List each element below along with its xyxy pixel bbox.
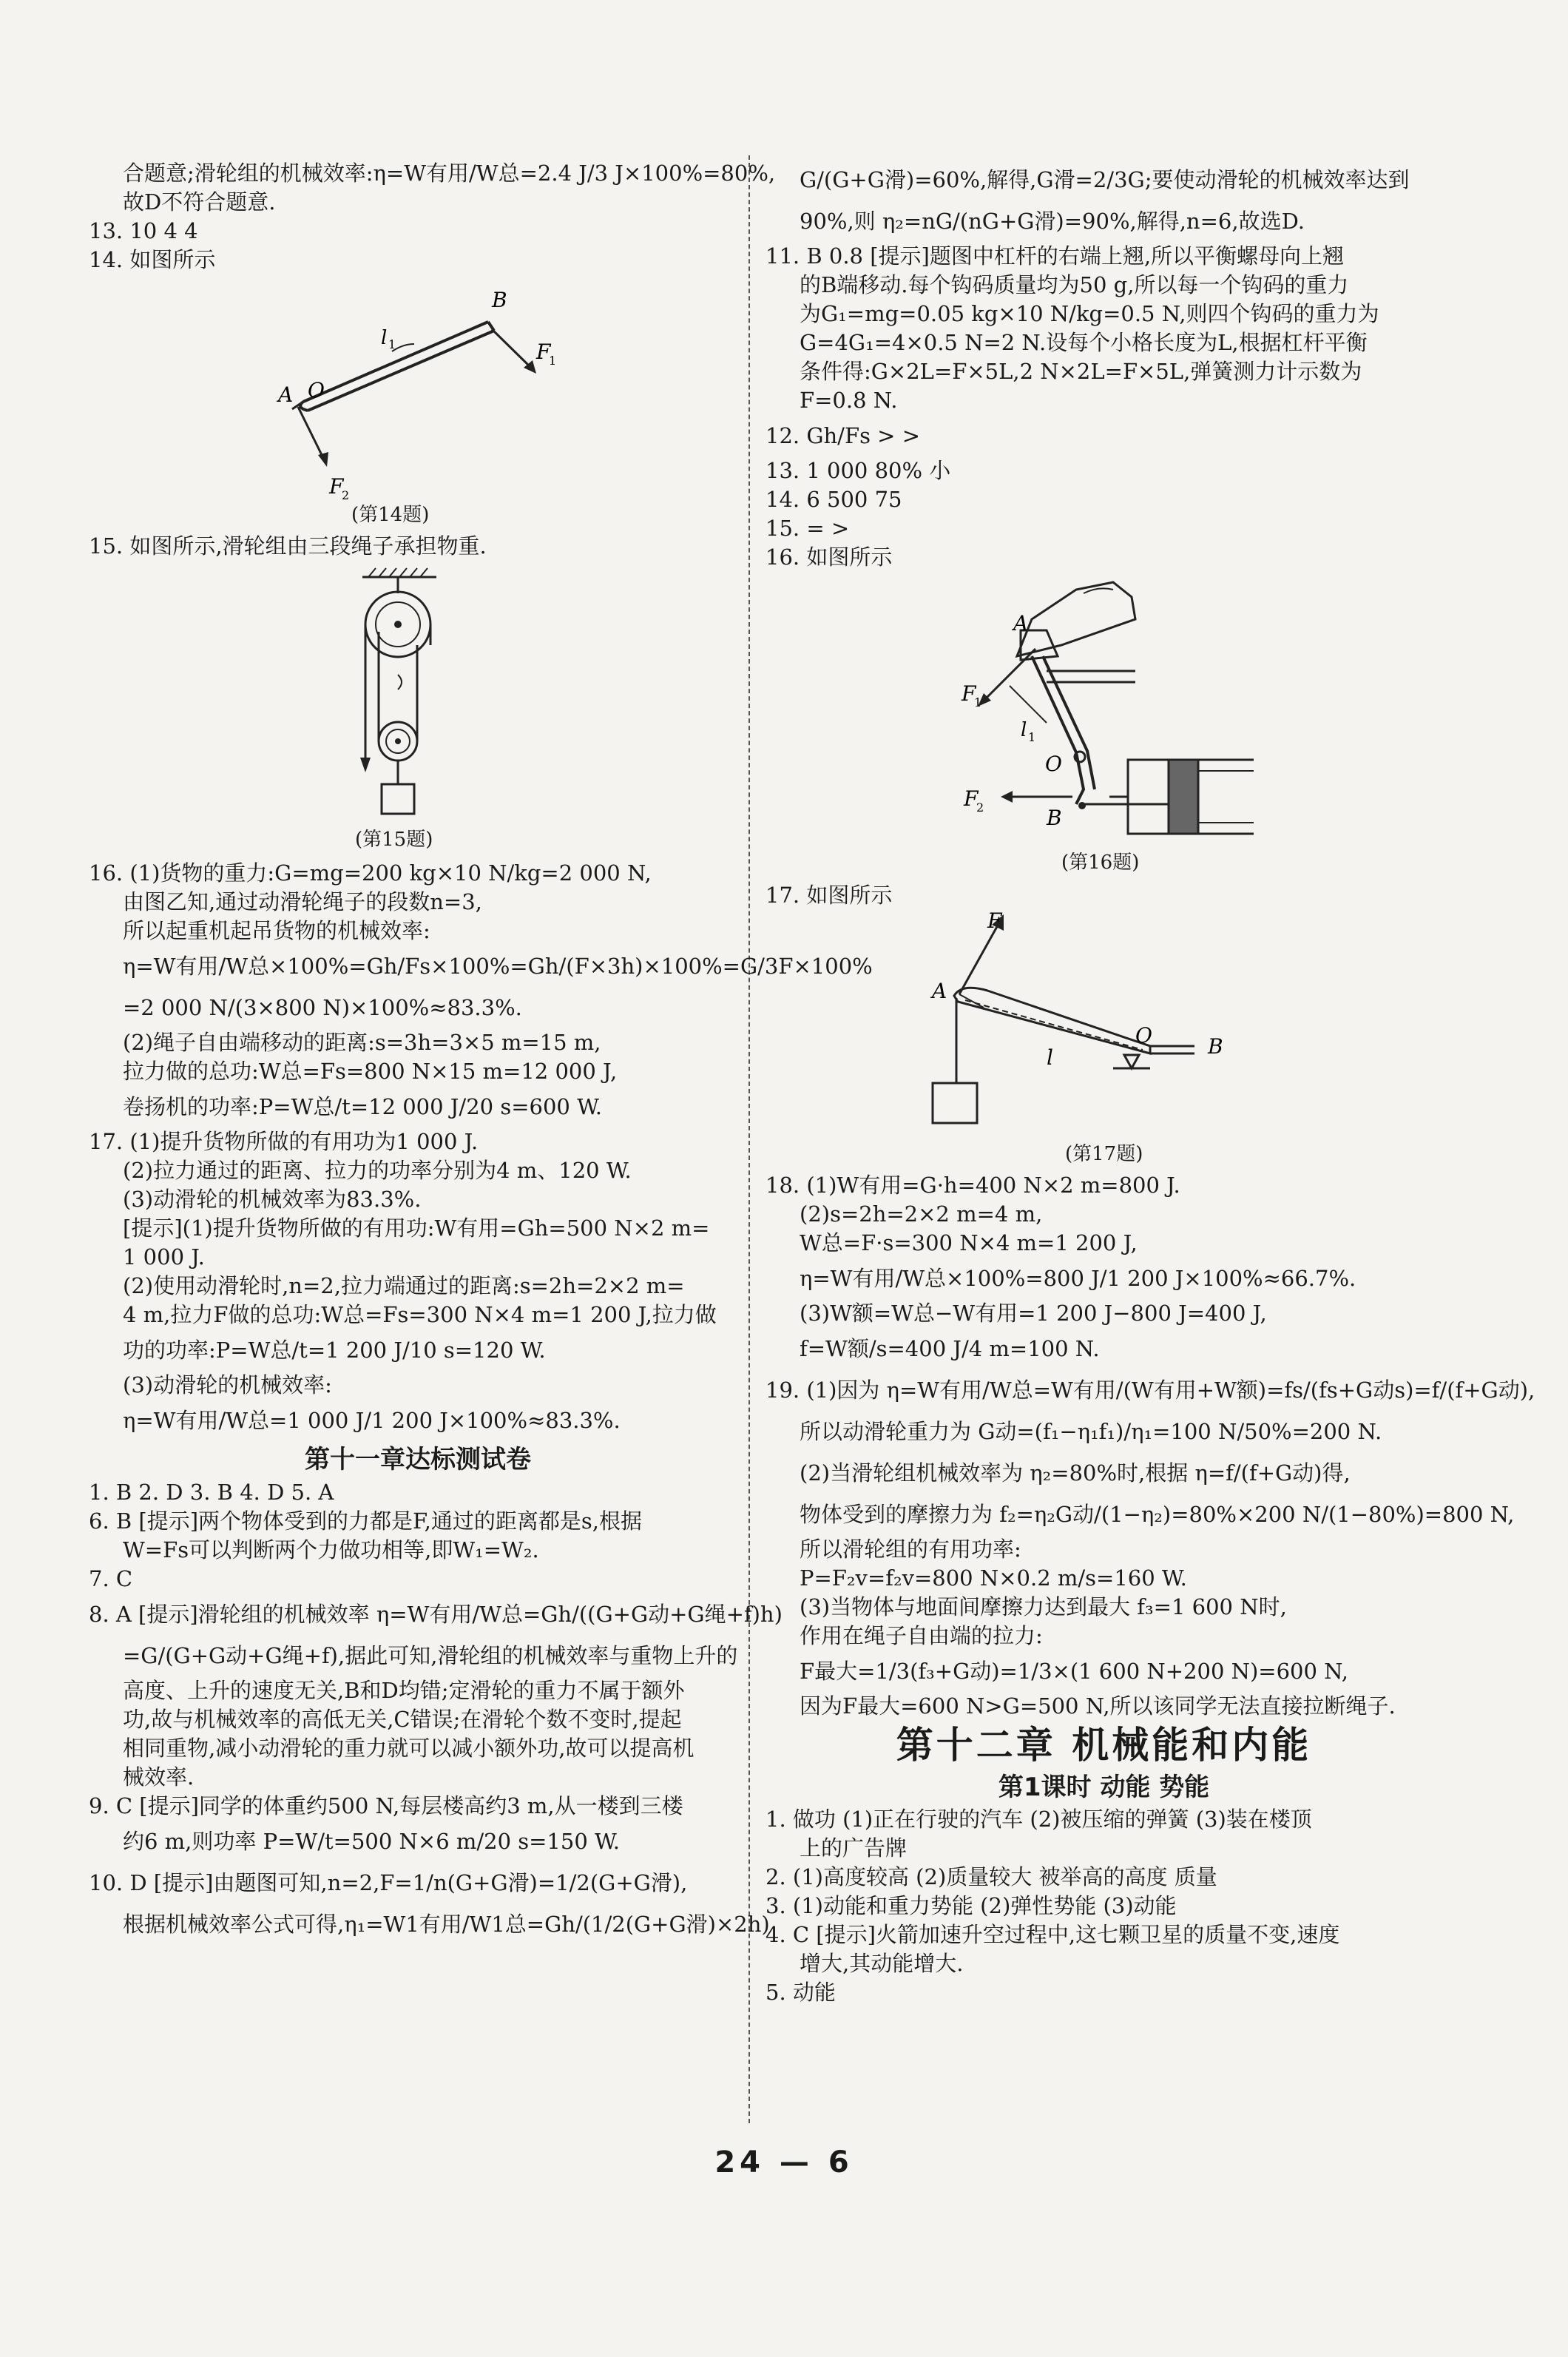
- answer-14: 14. 6 500 75: [766, 487, 902, 512]
- weight-block: [933, 1083, 977, 1123]
- answer-18-line: η=W有用/W总×100%=800 J/1 200 J×100%≈66.7%.: [800, 1266, 1356, 1291]
- answer-11-line: G=4G₁=4×0.5 N=2 N.设每个小格长度为L,根据杠杆平衡: [800, 330, 1368, 355]
- label-o: O: [1135, 1023, 1152, 1048]
- page-number: 24 — 6: [714, 2145, 854, 2179]
- force-f2-arrow: [298, 407, 324, 459]
- answer-10-cont: 90%,则 η₂=nG/(nG+G滑)=90%,解得,n=6,故选D.: [800, 209, 1305, 234]
- test-line: =G/(G+G动+G绳+f),据此可知,滑轮组的机械效率与重物上升的: [123, 1643, 738, 1668]
- answer-19-line: F最大=1/3(f₃+G动)=1/3×(1 600 N+200 N)=600 N,: [800, 1659, 1348, 1684]
- answer-13: 13. 10 4 4: [89, 218, 198, 243]
- answer-17-line: η=W有用/W总=1 000 J/1 200 J×100%≈83.3%.: [123, 1408, 621, 1433]
- label-b: B: [1047, 806, 1062, 830]
- answer-15: 15. = >: [766, 516, 850, 541]
- figure-16-caption: (第16题): [1061, 852, 1140, 874]
- test-line: 10. D [提示]由题图可知,n=2,F=1/n(G+G滑)=1/2(G+G滑),: [89, 1870, 688, 1895]
- answer-17-line: 功的功率:P=W总/t=1 200 J/10 s=120 W.: [123, 1338, 546, 1363]
- label-f1: F: [962, 681, 976, 706]
- answer-19-line: P=F₂v=f₂v=800 N×0.2 m/s=160 W.: [800, 1565, 1187, 1591]
- force-f1-arrow: [984, 649, 1035, 701]
- answer-11-line: 为G₁=mg=0.05 kg×10 N/kg=0.5 N,则四个钩码的重力为: [800, 301, 1379, 326]
- label-l1-sub: 1: [388, 337, 396, 351]
- answer-11-line: F=0.8 N.: [800, 388, 898, 413]
- answer-17-line: (2)拉力通过的距离、拉力的功率分别为4 m、120 W.: [123, 1158, 632, 1183]
- label-b: B: [1208, 1034, 1223, 1059]
- answer-17-line: 4 m,拉力F做的总功:W总=Fs=300 N×4 m=1 200 J,拉力做: [123, 1302, 717, 1327]
- lesson-line: 增大,其动能增大.: [800, 1951, 964, 1976]
- label-f1-sub: 1: [549, 354, 557, 368]
- label-f2: F: [329, 474, 344, 499]
- answer-18-line: W总=F·s=300 N×4 m=1 200 J,: [800, 1230, 1138, 1255]
- answer-11-line: 的B端移动.每个钩码质量均为50 g,所以每一个钩码的重力: [800, 272, 1349, 297]
- chapter-title: 第十二章 机械能和内能: [896, 1724, 1312, 1767]
- lever-diagram-17: [766, 908, 1442, 1139]
- answer-11-line: 条件得:G×2L=F×5L,2 N×2L=F×5L,弹簧测力计示数为: [800, 359, 1362, 384]
- answer-17: 17. 如图所示: [766, 883, 893, 908]
- test-line: 械效率.: [123, 1764, 195, 1790]
- force-f-arrow: [959, 924, 998, 994]
- label-f2: F: [964, 786, 979, 811]
- figure-17: [766, 908, 1442, 1168]
- answer-17-line: 1 000 J.: [123, 1244, 205, 1269]
- right-column: [766, 159, 1535, 2007]
- label-b: B: [492, 288, 507, 312]
- test-line: 1. B 2. D 3. B 4. D 5. A: [89, 1480, 334, 1505]
- pulley-diagram-15: [89, 564, 747, 823]
- lesson-title: 第1课时 动能 势能: [998, 1773, 1210, 1802]
- label-f2-sub: 2: [342, 488, 350, 502]
- column-divider: [748, 155, 750, 2123]
- answer-15: 15. 如图所示,滑轮组由三段绳子承担物重.: [89, 533, 487, 559]
- weight-block: [382, 784, 414, 814]
- figure-17-caption: (第17题): [1065, 1143, 1143, 1165]
- answer-17-line: 17. (1)提升货物所做的有用功为1 000 J.: [89, 1129, 479, 1154]
- lever-arm: [303, 322, 488, 402]
- test-line: W=Fs可以判断两个力做功相等,即W₁=W₂.: [123, 1537, 539, 1562]
- label-a: A: [278, 382, 294, 407]
- test-line: 高度、上升的速度无关,B和D均错;定滑轮的重力不属于额外: [123, 1678, 685, 1703]
- answer-17-line: (3)动滑轮的机械效率:: [123, 1372, 332, 1397]
- answer-17-line: (2)使用动滑轮时,n=2,拉力端通过的距离:s=2h=2×2 m=: [123, 1273, 685, 1298]
- label-f: F: [987, 908, 1002, 933]
- answer-16-line: 所以起重机起吊货物的机械效率:: [123, 918, 430, 943]
- answer-10-cont: G/(G+G滑)=60%,解得,G滑=2/3G;要使动滑轮的机械效率达到: [800, 167, 1410, 192]
- lesson-line: 4. C [提示]火箭加速升空过程中,这七颗卫星的质量不变,速度: [766, 1922, 1340, 1947]
- answer-19-line: 因为F最大=600 N>G=500 N,所以该同学无法直接拉断绳子.: [800, 1693, 1396, 1719]
- answer-19-line: 所以动滑轮重力为 G动=(f₁−η₁f₁)/η₁=100 N/50%=200 N.: [800, 1419, 1382, 1444]
- label-o: O: [1045, 752, 1062, 776]
- answer-14: 14. 如图所示: [89, 247, 216, 272]
- label-l1-sub: 1: [1028, 730, 1036, 744]
- answer-19-line: (2)当滑轮组机械效率为 η₂=80%时,根据 η=f/(f+G动)得,: [800, 1460, 1351, 1486]
- answer-17-line: [提示](1)提升货物所做的有用功:W有用=Gh=500 N×2 m=: [123, 1215, 710, 1241]
- label-l1: l: [381, 327, 388, 349]
- pedal-diagram-16: [766, 575, 1442, 849]
- label-l: l: [1047, 1045, 1053, 1070]
- answer-16-line: η=W有用/W总×100%=Gh/Fs×100%=Gh/(F×3h)×100%=G/3F×100%: [123, 954, 873, 979]
- answer-line: 故D不符合题意.: [123, 189, 276, 215]
- test-line: 功,故与机械效率的高低无关,C错误;在滑轮个数不变时,提起: [123, 1707, 682, 1732]
- fulcrum: [1124, 1055, 1139, 1068]
- label-f1: F: [536, 340, 551, 364]
- shoe: [1017, 582, 1135, 656]
- figure-14: [89, 277, 747, 529]
- figure-16: [766, 575, 1442, 878]
- pedal-lever: [1032, 656, 1084, 804]
- test-line: 9. C [提示]同学的体重约500 N,每层楼高约3 m,从一楼到三楼: [89, 1793, 683, 1818]
- lesson-line: 上的广告牌: [800, 1835, 908, 1861]
- test-line: 7. C: [89, 1566, 133, 1591]
- answer-16-line: 16. (1)货物的重力:G=mg=200 kg×10 N/kg=2 000 N,: [89, 860, 652, 886]
- label-f2-sub: 2: [976, 800, 984, 815]
- answer-19-line: (3)当物体与地面间摩擦力达到最大 f₃=1 600 N时,: [800, 1594, 1287, 1619]
- answer-18-line: (2)s=2h=2×2 m=4 m,: [800, 1201, 1043, 1227]
- answer-13: 13. 1 000 80% 小: [766, 458, 951, 483]
- force-f1-arrow: [492, 329, 531, 368]
- label-l1: l: [1021, 719, 1027, 741]
- answer-11-line: 11. B 0.8 [提示]题图中杠杆的右端上翘,所以平衡螺母向上翘: [766, 243, 1345, 269]
- label-a: A: [932, 979, 947, 1003]
- answer-18-line: 18. (1)W有用=G·h=400 N×2 m=800 J.: [766, 1173, 1180, 1198]
- answer-18-line: (3)W额=W总−W有用=1 200 J−800 J=400 J,: [800, 1301, 1267, 1326]
- lesson-line: 5. 动能: [766, 1980, 836, 2005]
- answer-12: 12. Gh/Fs > >: [766, 423, 920, 448]
- lesson-line: 3. (1)动能和重力势能 (2)弹性势能 (3)动能: [766, 1893, 1177, 1918]
- test-line: 6. B [提示]两个物体受到的力都是F,通过的距离都是s,根据: [89, 1508, 642, 1534]
- test-line: 根据机械效率公式可得,η₁=W1有用/W1总=Gh/(1/2(G+G滑)×2h): [123, 1912, 770, 1937]
- lesson-line: 1. 做功 (1)正在行驶的汽车 (2)被压缩的弹簧 (3)装在楼顶: [766, 1807, 1312, 1832]
- test-line: 约6 m,则功率 P=W/t=500 N×6 m/20 s=150 W.: [123, 1829, 620, 1854]
- answer-17-line: (3)动滑轮的机械效率为83.3%.: [123, 1187, 422, 1212]
- figure-15: [89, 564, 747, 856]
- figure-15-caption: (第15题): [355, 829, 433, 851]
- answer-16-line: (2)绳子自由端移动的距离:s=3h=3×5 m=15 m,: [123, 1030, 601, 1055]
- answer-16-line: 拉力做的总功:W总=Fs=800 N×15 m=12 000 J,: [123, 1059, 618, 1084]
- lever-arm-edge: [308, 331, 494, 411]
- test-line: 8. A [提示]滑轮组的机械效率 η=W有用/W总=Gh/((G+G动+G绳+f)h): [89, 1602, 783, 1627]
- answer-19-line: 所以滑轮组的有用功率:: [800, 1537, 1021, 1562]
- answer-19-line: 物体受到的摩擦力为 f₂=η₂G动/(1−η₂)=80%×200 N/(1−80%)=800 N,: [800, 1502, 1515, 1527]
- answer-line: 合题意;滑轮组的机械效率:η=W有用/W总=2.4 J/3 J×100%=80%,: [123, 161, 776, 186]
- answer-16: 16. 如图所示: [766, 544, 893, 570]
- answer-19-line: 作用在绳子自由端的拉力:: [800, 1623, 1043, 1648]
- label-o: O: [308, 378, 325, 402]
- label-a: A: [1013, 611, 1029, 635]
- answer-18-line: f=W额/s=400 J/4 m=100 N.: [800, 1336, 1100, 1361]
- test-line: 相同重物,减小动滑轮的重力就可以减小额外功,故可以提高机: [123, 1736, 695, 1761]
- section-title: 第十一章达标测试卷: [305, 1445, 531, 1474]
- answer-16-line: 卷扬机的功率:P=W总/t=12 000 J/20 s=600 W.: [123, 1094, 603, 1119]
- lever-body: [954, 988, 1150, 1053]
- lever-diagram-14: [89, 277, 747, 502]
- answer-16-line: 由图乙知,通过动滑轮绳子的段数n=3,: [123, 889, 482, 914]
- lesson-line: 2. (1)高度较高 (2)质量较大 被举高的高度 质量: [766, 1864, 1217, 1889]
- figure-14-caption: (第14题): [351, 504, 430, 526]
- answer-19-line: 19. (1)因为 η=W有用/W总=W有用/(W有用+W额)=fs/(fs+G动s)=f/(f+G动),: [766, 1378, 1535, 1403]
- answer-16-line: =2 000 N/(3×800 N)×100%≈83.3%.: [123, 995, 522, 1020]
- label-f1-sub: 1: [974, 695, 982, 709]
- piston: [1169, 760, 1198, 834]
